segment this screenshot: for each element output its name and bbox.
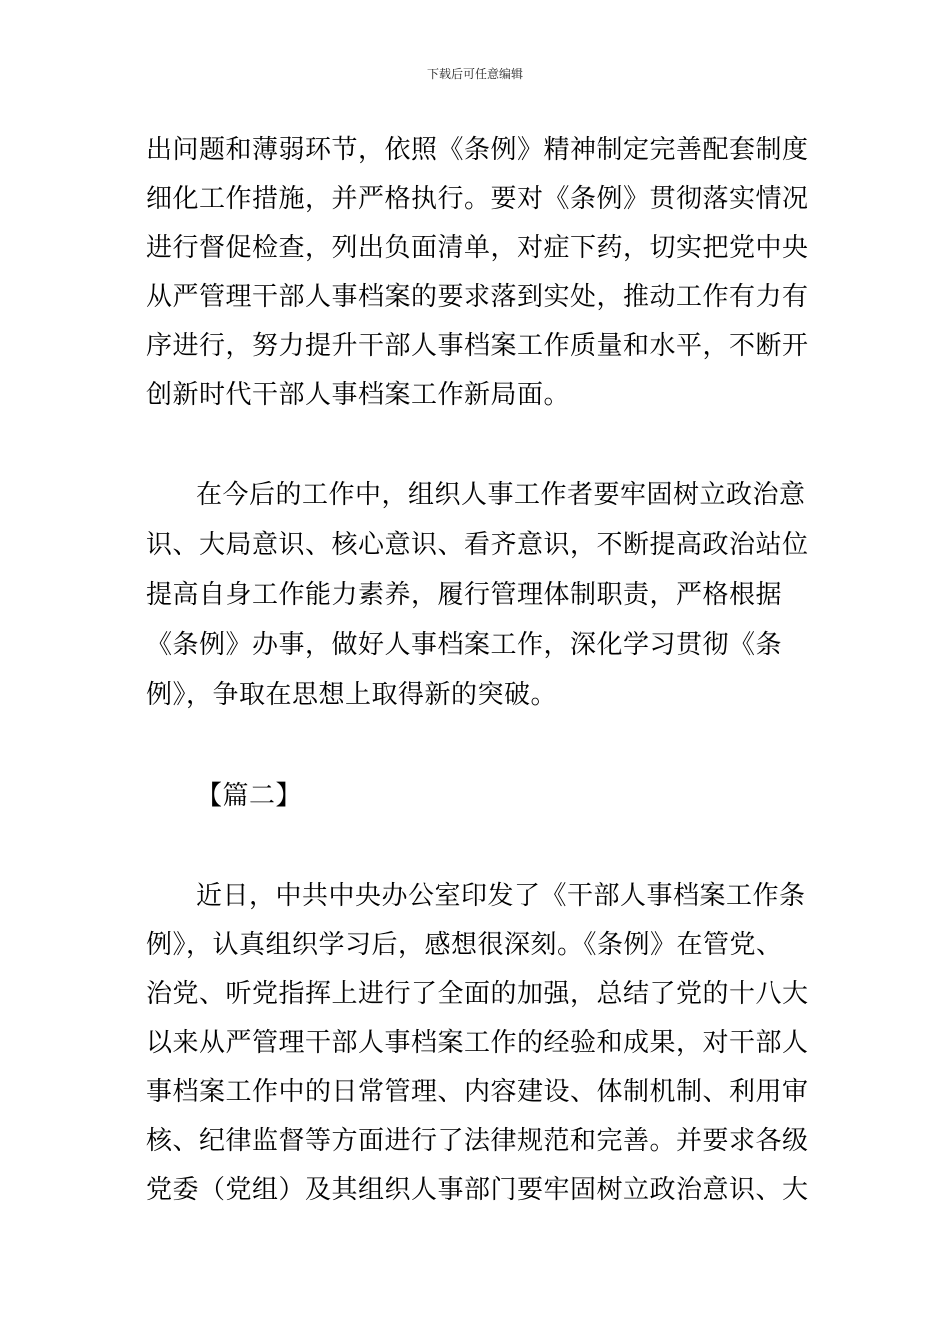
body-text-line: 进行督促检查，列出负面清单，对症下药，切实把党中央: [146, 233, 809, 263]
body-text-line: 党委（党组）及其组织人事部门要牢固树立政治意识、大: [146, 1175, 809, 1205]
section-heading: 【篇二】: [196, 781, 303, 811]
body-text-line: 治党、听党指挥上进行了全面的加强，总结了党的十八大: [146, 979, 809, 1009]
body-text-line: 近日，中共中央办公室印发了《干部人事档案工作条: [196, 881, 806, 911]
body-text-line: 核、纪律监督等方面进行了法律规范和完善。并要求各级: [146, 1126, 809, 1156]
body-text-line: 识、大局意识、核心意识、看齐意识，不断提高政治站位: [146, 530, 809, 560]
body-text-line: 以来从严管理干部人事档案工作的经验和成果，对干部人: [146, 1028, 809, 1058]
body-text-line: 例》，争取在思想上取得新的突破。: [146, 680, 558, 710]
body-text-line: 出问题和薄弱环节，依照《条例》精神制定完善配套制度: [146, 135, 809, 165]
body-text-line: 例》，认真组织学习后，感想很深刻。《条例》在管党、: [146, 930, 783, 960]
body-text-line: 从严管理干部人事档案的要求落到实处，推动工作有力有: [146, 282, 809, 312]
body-text-line: 在今后的工作中，组织人事工作者要牢固树立政治意: [196, 480, 806, 510]
body-text-line: 序进行，努力提升干部人事档案工作质量和水平，不断开: [146, 331, 809, 361]
body-text-line: 事档案工作中的日常管理、内容建设、体制机制、利用审: [146, 1077, 809, 1107]
body-text-line: 细化工作措施，并严格执行。要对《条例》贯彻落实情况: [146, 184, 809, 214]
body-text-line: 《条例》办事，做好人事档案工作，深化学习贯彻《条: [146, 630, 783, 660]
body-text-line: 提高自身工作能力素养，履行管理体制职责，严格根据: [146, 580, 783, 610]
page-header: 下载后可任意编辑: [426, 67, 523, 81]
body-text-line: 创新时代干部人事档案工作新局面。: [146, 380, 571, 410]
